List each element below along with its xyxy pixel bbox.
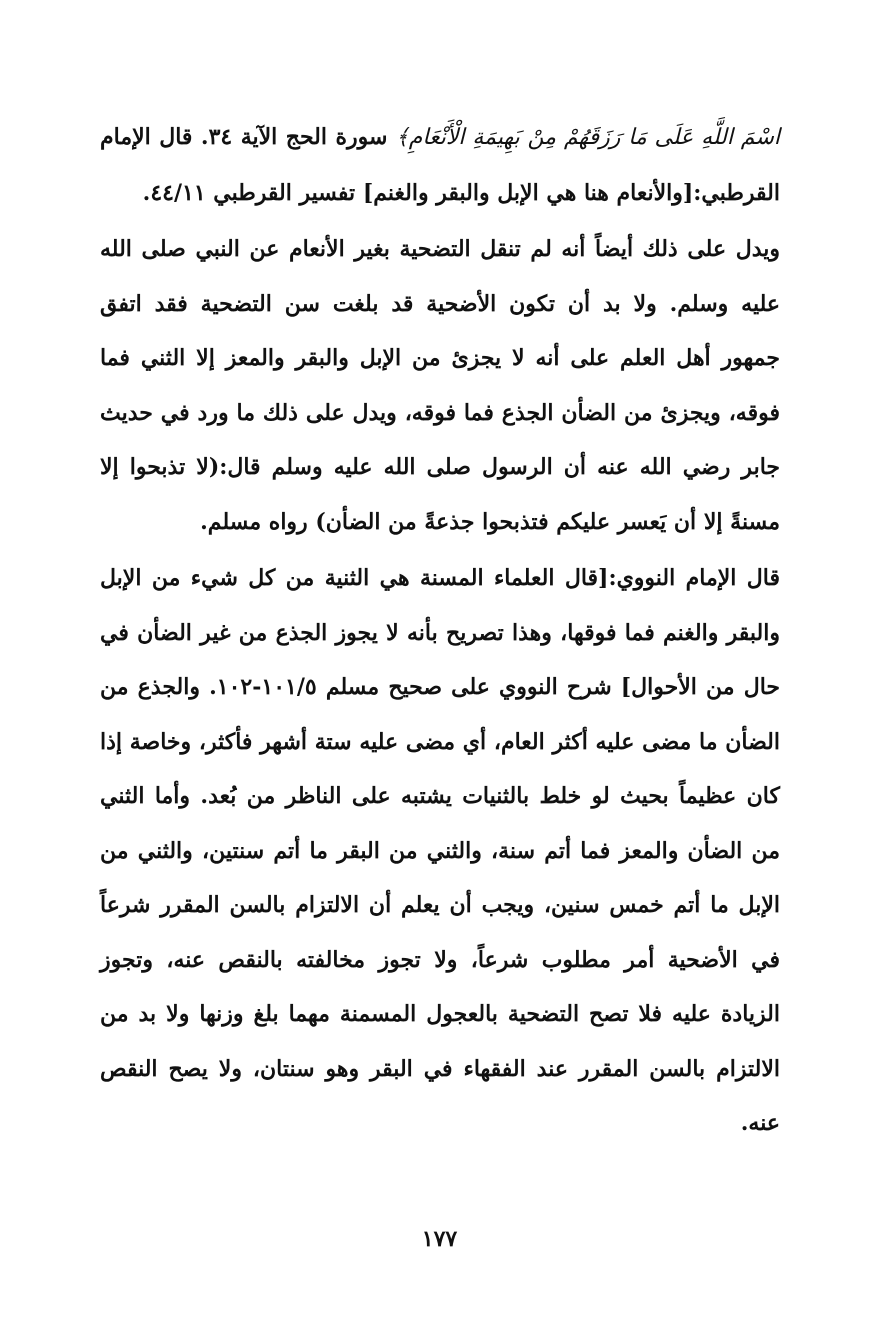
page-body <box>100 110 780 1151</box>
quran-verse: اسْمَ اللَّهِ عَلَى مَا رَزَقَهُمْ مِنْ بَهِيمَةِ الْأَنْعَامِ﴾ <box>395 125 780 150</box>
paragraph-3: قال الإمام النووي:[قال العلماء المسنة هي الثنية من كل شيء من الإبل والبقر والغنم فما فوقها، وهذا تصريح بأنه لا يجوز الجذع من غير الضأن في حال من الأحوال] شرح النووي على صحيح مسلم ١٠١/٥-١٠٢. والجذع من الضأن ما مضى عليه أكثر العام، أي مضى عليه ستة أشهر فأكثر، وخاصة إذا كان عظيماً بحيث لو خلط بالثنيات يشتبه على الناظر من بُعد. وأما الثني من الضأن والمعز فما أتم سنة، والثني من البقر ما أتم سنتين، والثني من الإبل ما أتم خمس سنين، ويجب أن يعلم أن الالتزام بالسن المقرر شرعاً في الأضحية أمر مطلوب شرعاً، ولا تجوز مخالفته بالنقص عنه، وتجوز الزيادة عليه فلا تصح التضحية بالعجول المسمنة مهما بلغ وزنها ولا بد من الالتزام بالسن المقرر عند الفقهاء في البقر وهو سنتان، ولا يصح النقص عنه. <box>100 565 781 1136</box>
page-number: ١٧٧ <box>421 1226 458 1252</box>
paragraph-1-text: سورة الحج الآية ٣٤. قال الإمام القرطبي:[والأنعام هنا هي الإبل والبقر والغنم] تفسير القرطبي ٤٤/١١. <box>100 124 780 206</box>
paragraph-1 <box>100 110 780 220</box>
paragraph-2: ويدل على ذلك أيضاً أنه لم تنقل التضحية بغير الأنعام عن النبي صلى الله عليه وسلم. ولا بد أن تكون الأضحية قد بلغت سن التضحية فقد اتفق جمهور أهل العلم على أنه لا يجزئ من الإبل والبقر والمعز إلا الثني فما فوقه، ويجزئ من الضأن الجذع فما فوقه، ويدل على ذلك ما ورد في حديث جابر رضي الله عنه أن الرسول صلى الله عليه وسلم قال:(لا تذبحوا إلا مسنةً إلا أن يَعسر عليكم فتذبحوا جذعةً من الضأن) رواه مسلم. <box>100 236 780 535</box>
